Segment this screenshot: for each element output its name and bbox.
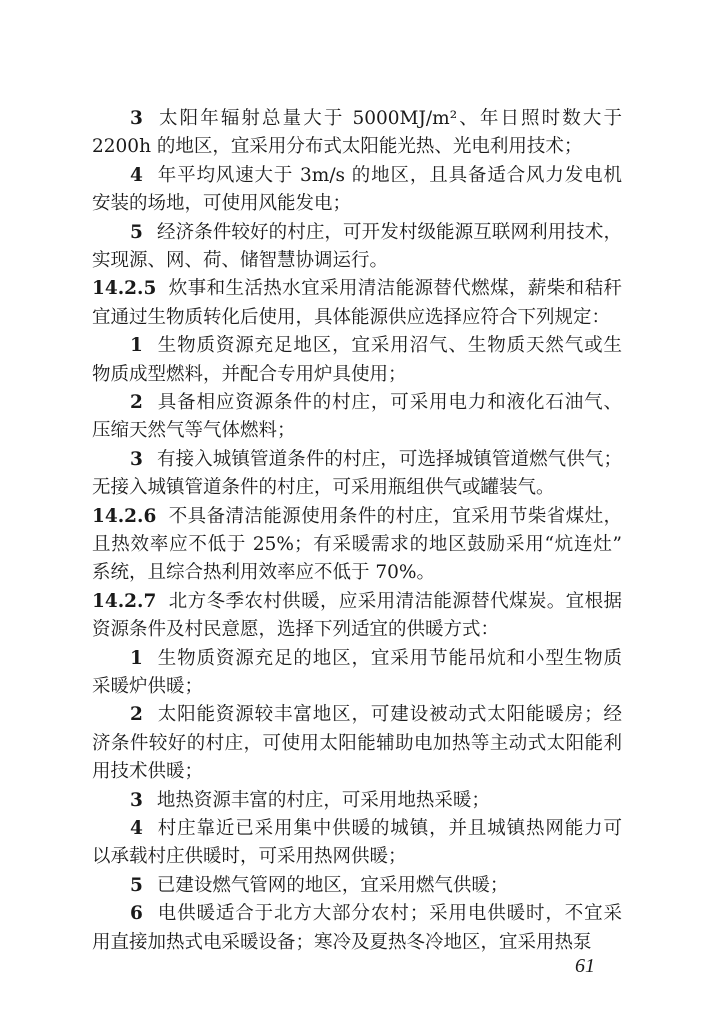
line-text: 经济条件较好的村庄，可开发村级能源互联网利用技术， [156, 221, 622, 243]
text-line [92, 674, 622, 700]
line-text: 有接入城镇管道条件的村庄，可选择城镇管道燃气供气； [156, 448, 622, 470]
text-line [92, 617, 622, 643]
list-item-line [130, 390, 622, 416]
line-text: 地热资源丰富的村庄，可采用地热采暖； [156, 789, 490, 811]
item-number: 6 [130, 903, 143, 925]
list-item-line [130, 702, 622, 728]
list-item-line [130, 106, 622, 132]
list-item-line [130, 816, 622, 842]
item-number: 3 [130, 108, 143, 129]
list-item-line [130, 788, 622, 814]
line-text: 压缩天然气等气体燃料； [92, 420, 296, 442]
clause-line [92, 504, 622, 530]
item-number: 2 [130, 392, 143, 413]
item-number: 2 [130, 704, 143, 726]
text-line [92, 844, 622, 870]
line-text: 资源条件及村民意愿，选择下列适宜的供暖方式： [92, 619, 500, 641]
line-text: 系统，且综合热利用效率应不低于 70%。 [92, 562, 436, 584]
text-line [92, 362, 622, 388]
line-text: 实现源、网、荷、储智慧协调运行。 [92, 250, 389, 271]
line-text: 电供暖适合于北方大部分农村；采用电供暖时，不宜采 [156, 903, 622, 925]
item-number: 3 [130, 789, 143, 811]
line-text: 太阳能资源较丰富地区，可建设被动式太阳能暖房；经 [156, 704, 622, 726]
item-number: 1 [130, 647, 143, 669]
text-line [92, 305, 622, 331]
item-number: 4 [130, 164, 143, 186]
text-line [92, 759, 622, 785]
list-item-line [130, 873, 622, 899]
line-text: 生物质资源充足地区，宜采用沼气、生物质天然气或生 [156, 335, 622, 357]
line-text: 以承载村庄供暖时，可采用热网供暖； [92, 846, 407, 868]
clause-line [92, 589, 622, 615]
text-line [92, 475, 622, 501]
line-text: 用技术供暖； [92, 761, 204, 783]
line-text: 年平均风速大于 3m/s 的地区，且具备适合风力发电机 [156, 164, 622, 186]
line-text: 不具备清洁能源使用条件的村庄，宜采用节柴省煤灶， [168, 505, 622, 527]
text-line [92, 248, 622, 274]
item-number: 5 [130, 874, 143, 896]
list-item-line [130, 333, 622, 359]
list-item-line [130, 163, 622, 189]
line-text: 宜通过生物质转化后使用，具体能源供应选择应符合下列规定： [92, 306, 611, 328]
list-item-line [130, 447, 622, 473]
clause-number: 14.2.6 [92, 505, 157, 527]
text-line [92, 532, 622, 558]
line-text: 用直接加热式电采暖设备；寒冷及夏热冬冷地区，宜采用热泵 [92, 931, 592, 953]
line-text: 物质成型燃料，并配合专用炉具使用； [92, 363, 407, 385]
text-line [92, 134, 622, 160]
line-text: 安装的场地，可使用风能发电； [92, 193, 352, 215]
line-text: 村庄靠近已采用集中供暖的城镇，并且城镇热网能力可 [156, 818, 622, 839]
item-number: 3 [130, 448, 143, 470]
clause-line [92, 276, 622, 302]
clause-number: 14.2.5 [92, 278, 157, 300]
item-number: 5 [130, 221, 143, 243]
line-text: 具备相应资源条件的村庄，可采用电力和液化石油气、 [156, 392, 622, 413]
page-number: 61 [575, 955, 595, 977]
item-number: 4 [130, 818, 143, 839]
line-text: 且热效率应不低于 25%；有采暖需求的地区鼓励采用“炕连灶” [92, 534, 622, 555]
text-line [92, 930, 622, 956]
line-text: 太阳年辐射总量大于 5000MJ/m²、年日照时数大于 [156, 108, 622, 129]
line-text: 生物质资源充足的地区，宜采用节能吊炕和小型生物质 [156, 647, 622, 669]
line-text: 采暖炉供暖； [92, 676, 204, 697]
list-item-line [130, 220, 622, 246]
line-text: 北方冬季农村供暖，应采用清洁能源替代煤炭。宜根据 [168, 590, 622, 612]
list-item-line [130, 901, 622, 927]
item-number: 1 [130, 335, 143, 357]
line-text: 已建设燃气管网的地区，宜采用燃气供暖； [156, 874, 509, 896]
text-line [92, 560, 622, 586]
line-text: 2200h 的地区，宜采用分布式太阳能光热、光电利用技术； [92, 136, 583, 158]
text-line [92, 731, 622, 757]
text-line [92, 418, 622, 444]
line-text: 无接入城镇管道条件的村庄，可采用瓶组供气或罐装气。 [92, 477, 555, 499]
list-item-line [130, 646, 622, 672]
line-text: 炊事和生活热水宜采用清洁能源替代燃煤，薪柴和秸秆 [168, 278, 622, 300]
line-text: 济条件较好的村庄，可使用太阳能辅助电加热等主动式太阳能利 [92, 732, 622, 754]
text-line [92, 191, 622, 217]
clause-number: 14.2.7 [92, 590, 157, 612]
